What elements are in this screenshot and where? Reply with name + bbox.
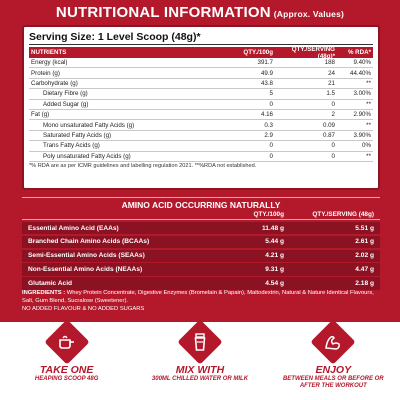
page-title — [0, 4, 400, 21]
nutrition-card — [22, 25, 380, 190]
amino-qty-serving: 2.61 g — [355, 238, 374, 246]
usage-steps — [0, 322, 400, 400]
nutrient-rda: 0% — [362, 142, 371, 150]
nutrition-header — [29, 47, 373, 58]
nutrient-qty-100g: 5 — [269, 90, 273, 98]
nutrient-row — [29, 141, 373, 151]
nutrient-name: Trans Fatty Acids (g) — [43, 142, 100, 150]
nutrient-qty-100g: 0 — [269, 152, 273, 160]
nutrient-rda: 9.40% — [353, 59, 371, 67]
step-enjoy — [278, 326, 388, 400]
nutrient-row — [29, 58, 373, 68]
nutrient-rda: 3.90% — [353, 131, 371, 139]
nutrient-row — [29, 100, 373, 110]
amino-header — [22, 210, 380, 220]
nutrient-qty-100g: 0.3 — [264, 121, 273, 129]
shaker-icon — [190, 332, 210, 352]
nutrient-qty-serving: 2 — [331, 111, 335, 119]
nutrient-name: Saturated Fatty Acids (g) — [43, 131, 112, 139]
amino-name: Non-Essential Amino Acids (NEAAs) — [28, 266, 143, 274]
nutrient-qty-100g: 4.16 — [260, 111, 273, 119]
nutrient-qty-serving: 1.5 — [326, 90, 335, 98]
step-mix-head: MIX WITH — [175, 364, 225, 376]
amino-table — [22, 222, 380, 291]
amino-qty-100g: 5.44 g — [265, 238, 284, 246]
amino-row — [22, 250, 380, 262]
title-main: NUTRITIONAL INFORMATION — [55, 4, 271, 21]
nutrient-rda: 2.90% — [353, 111, 371, 119]
nutrient-qty-100g: 0 — [269, 100, 273, 108]
nutrient-qty-100g: 49.9 — [260, 69, 273, 77]
header-qty-serving: QTY./SERVING (48g)* — [291, 45, 335, 60]
flexed-arm-icon — [323, 332, 343, 352]
step-mix — [145, 326, 255, 400]
amino-name: Branched Chain Amino Acids (BCAAs) — [28, 238, 150, 246]
step-take-sub: HEAPING SCOOP 48G — [34, 376, 99, 382]
nutrient-row — [29, 68, 373, 78]
nutrient-name: Protein (g) — [31, 69, 60, 77]
nutrient-rda: ** — [366, 100, 371, 108]
nutrient-rda: ** — [366, 79, 371, 87]
rda-footnote: *% RDA are as per ICMR guidelines and labelling regulation 2021. **%RDA not established. — [29, 162, 257, 169]
nutrient-qty-serving: 0 — [331, 142, 335, 150]
nutrient-qty-serving: 21 — [328, 79, 335, 87]
nutrient-qty-serving: 0.09 — [322, 121, 335, 129]
nutrient-qty-serving: 24 — [328, 69, 335, 77]
nutrient-qty-serving: 0 — [331, 152, 335, 160]
amino-qty-serving: 5.51 g — [355, 224, 374, 232]
ingredients — [22, 289, 380, 314]
nutrient-row — [29, 131, 373, 141]
header-rda: % RDA* — [347, 49, 371, 56]
serving-size: Serving Size: 1 Level Scoop (48g)* — [29, 29, 373, 45]
header-qty-100g: QTY./100g — [243, 49, 273, 56]
nutrient-row — [29, 152, 373, 162]
nutrient-qty-serving: 188 — [324, 59, 335, 67]
amino-name: Glutamic Acid — [28, 279, 73, 287]
nutrient-rda: ** — [366, 121, 371, 129]
amino-qty-serving: 4.47 g — [355, 266, 374, 274]
amino-qty-serving: 2.18 g — [355, 279, 374, 287]
nutrient-name: Added Sugar (g) — [43, 100, 89, 108]
amino-qty-100g: 4.21 g — [265, 252, 284, 260]
nutrient-qty-100g: 2.9 — [264, 131, 273, 139]
nutrient-qty-100g: 391.7 — [257, 59, 273, 67]
nutrient-rda: 44.40% — [350, 69, 371, 77]
step-enjoy-sub: BETWEEN MEALS OR BEFORE OR AFTER THE WORKOUT — [282, 376, 384, 389]
nutrient-rda: 3.00% — [353, 90, 371, 98]
amino-name: Essential Amino Acid (EAAs) — [28, 224, 119, 232]
nutrient-row — [29, 89, 373, 99]
step-take — [12, 326, 122, 400]
header-nutrients: NUTRIENTS — [31, 49, 67, 56]
amino-title: AMINO ACID OCCURRING NATURALLY — [22, 197, 380, 210]
nutrient-qty-100g: 43.8 — [260, 79, 273, 87]
nutrient-name: Dietary Fibre (g) — [43, 90, 88, 98]
nutrition-table — [29, 58, 373, 162]
step-take-head: TAKE ONE — [39, 364, 94, 376]
nutrient-name: Mono unsaturated Fatty Acids (g) — [43, 121, 135, 129]
amino-row — [22, 263, 380, 275]
nutrient-row — [29, 79, 373, 89]
amino-qty-100g: 11.48 g — [262, 224, 284, 232]
nutrient-qty-serving: 0 — [331, 100, 335, 108]
amino-qty-100g: 9.31 g — [265, 266, 284, 274]
nutrient-qty-100g: 0 — [269, 142, 273, 150]
nutrient-row — [29, 120, 373, 130]
nutrient-name: Fat (g) — [31, 111, 50, 119]
nutrient-qty-serving: 0.87 — [322, 131, 335, 139]
ingredients-label: INGREDIENTS : — [22, 290, 66, 296]
nutrient-name: Poly unsaturated Fatty Acids (g) — [43, 152, 131, 160]
scoop-icon — [57, 332, 77, 352]
amino-qty-serving: 2.02 g — [355, 252, 374, 260]
ingredients-text: Whey Protein Concentrate, Digestive Enzymes (Bromelain & Papain), Maltodextrin, Natural & Nature Identical Flavours, Salt, Gum Blend, Sucralose (Sweetener). — [22, 290, 374, 305]
amino-name: Semi-Essential Amino Acids (SEAAs) — [28, 252, 145, 260]
title-sub: (Approx. Values) — [273, 9, 345, 19]
amino-qty-100g: 4.54 g — [265, 279, 284, 287]
amino-header-qty-100g: QTY./100g — [253, 211, 284, 218]
no-added-notice: NO ADDED FLAVOUR & NO ADDED SUGARS — [22, 306, 145, 313]
amino-row — [22, 222, 380, 234]
nutrient-row — [29, 110, 373, 120]
nutrient-rda: ** — [366, 152, 371, 160]
nutrient-name: Carbohydrate (g) — [31, 79, 78, 87]
amino-row — [22, 236, 380, 248]
step-enjoy-head: ENJOY — [315, 364, 352, 376]
step-mix-sub: 300ML CHILLED WATER OR MILK — [151, 376, 249, 382]
nutrient-name: Energy (kcal) — [31, 59, 68, 67]
amino-header-qty-serving: QTY./SERVING (48g) — [312, 211, 374, 218]
amino-row — [22, 277, 380, 289]
